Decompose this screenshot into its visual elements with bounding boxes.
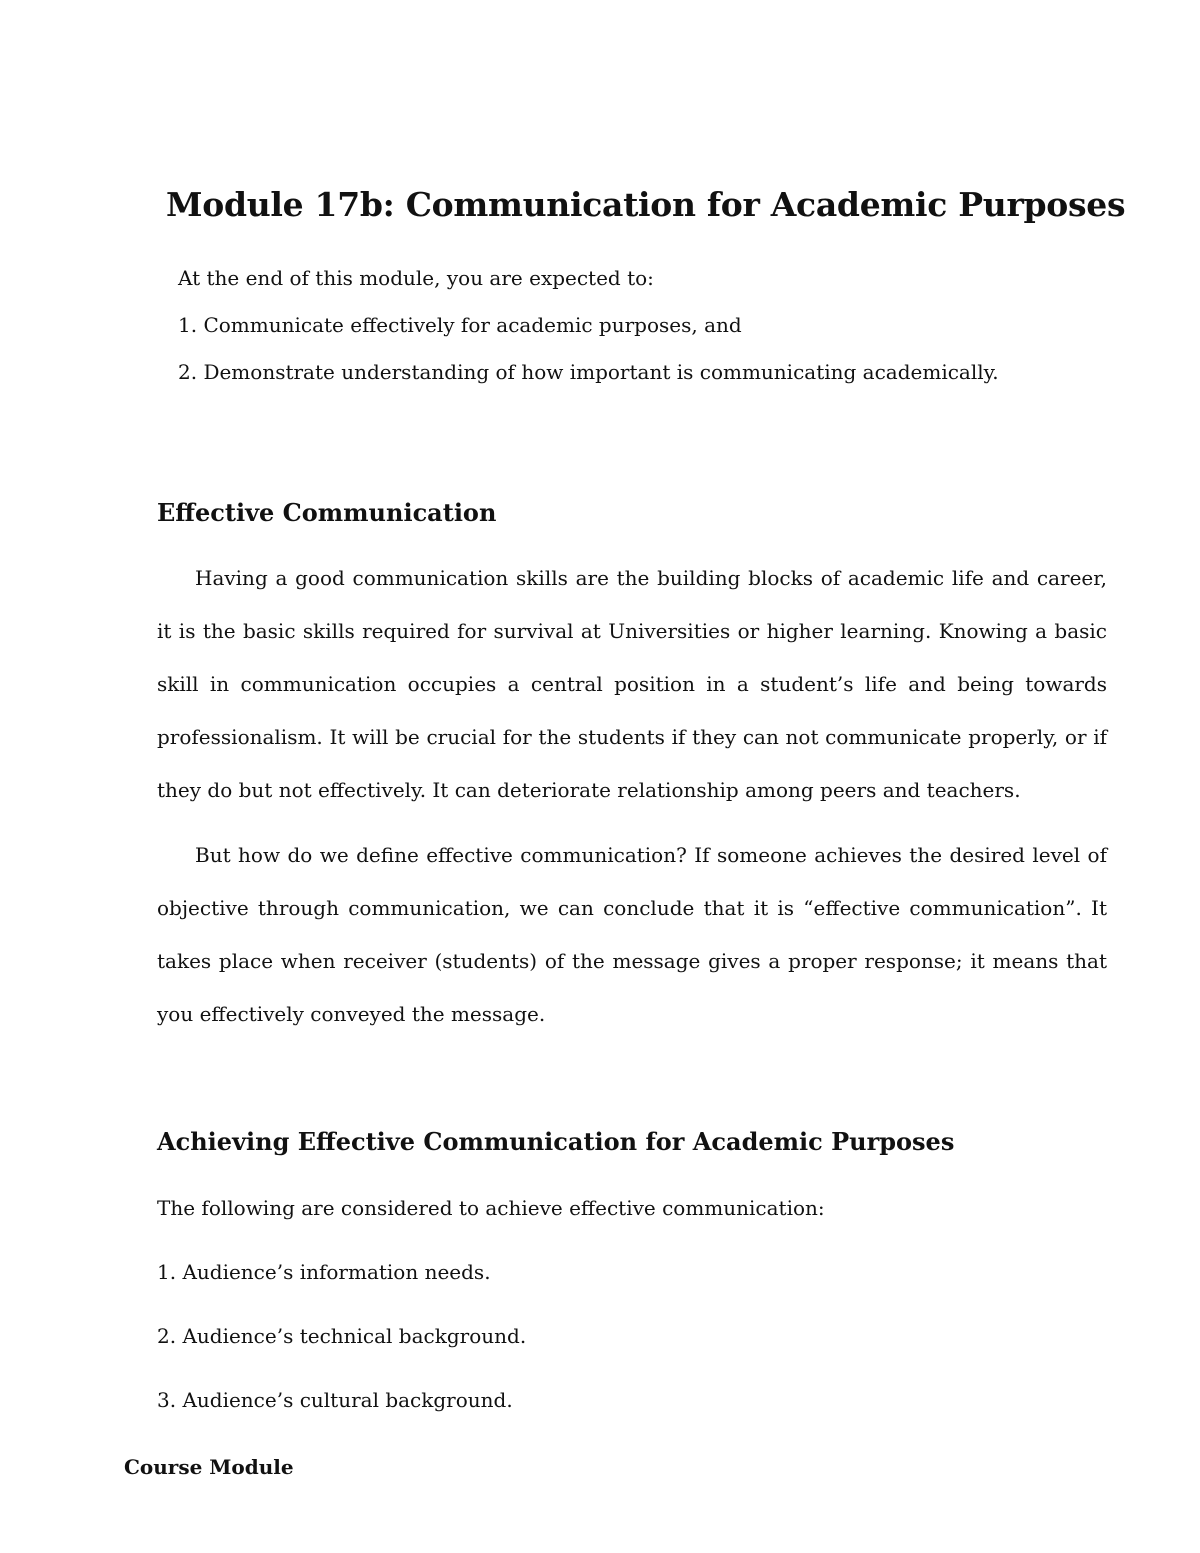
objectives-block	[178, 255, 999, 396]
page-footer: Course Module	[124, 1455, 294, 1479]
list-item: 3. Audience’s cultural background.	[157, 1388, 513, 1412]
body-paragraph: Having a good communication skills are the building blocks of academic life and career, it is the basic skills required for survival at Universities or higher learning. Knowing a basic skill in communication occupies a central position in a student’s life and being towards professionalism. It will be crucial for the students if they can not communicate properly, or if they do but not effectively. It can deteriorate relationship among peers and teachers.	[157, 566, 1107, 802]
considerations-list	[157, 1176, 825, 1432]
considerations-intro: The following are considered to achieve effective communication:	[157, 1196, 825, 1220]
body-paragraph: But how do we define effective communication? If someone achieves the desired level of objective through communication, we can conclude that it is “effective communication”. It takes place when receiver (students) of the message gives a proper response; it means that you effectively conveyed the message.	[157, 843, 1107, 1026]
section-heading-achieving-effective-communication: Achieving Effective Communication for Academic Purposes	[157, 1127, 955, 1156]
section-heading-effective-communication: Effective Communication	[157, 498, 497, 527]
page-title: Module 17b: Communication for Academic Purposes	[166, 185, 1126, 224]
list-item: 2. Audience’s technical background.	[157, 1324, 527, 1348]
objective-item: 2. Demonstrate understanding of how important is communicating academically.	[178, 360, 999, 384]
list-item: 1. Audience’s information needs.	[157, 1260, 491, 1284]
objectives-intro: At the end of this module, you are expected to:	[178, 266, 654, 290]
objective-item: 1. Communicate effectively for academic purposes, and	[178, 313, 742, 337]
